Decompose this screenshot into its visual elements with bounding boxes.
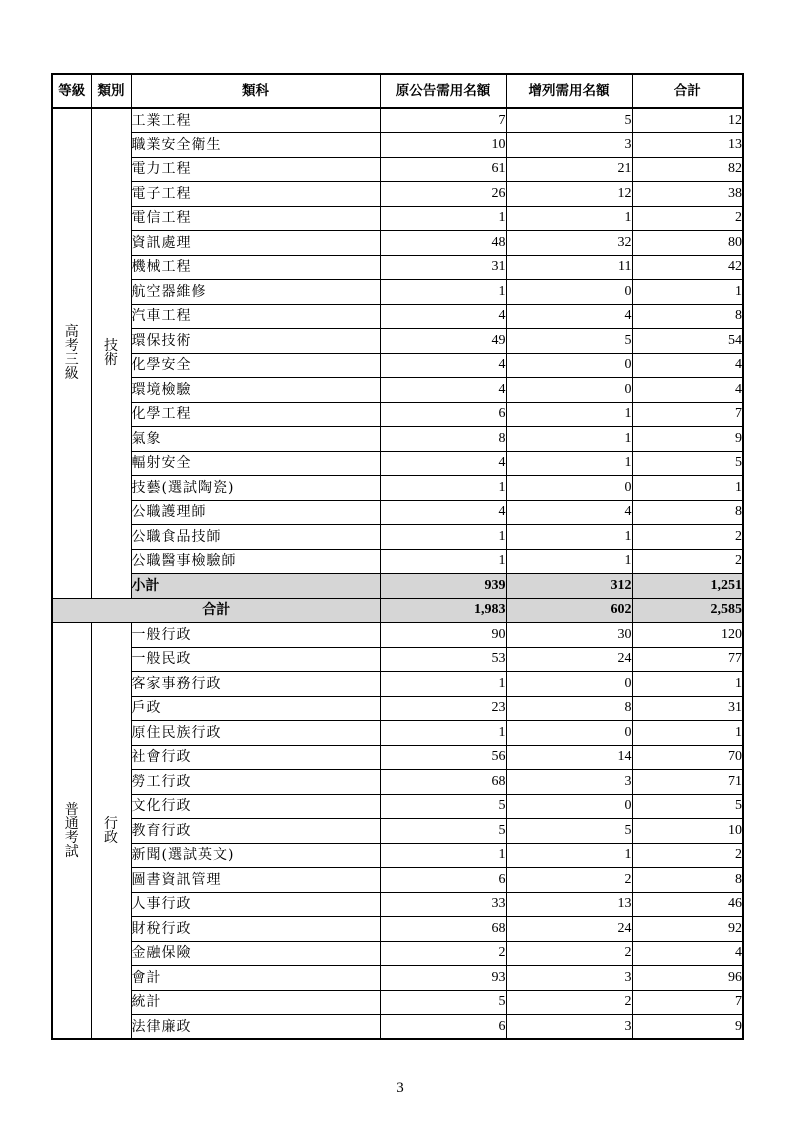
table-row [52, 402, 743, 427]
subject-cell: 文化行政 [131, 794, 380, 819]
original-quota-cell: 6 [380, 1015, 506, 1040]
total-cell: 96 [632, 966, 743, 991]
original-quota-cell: 26 [380, 182, 506, 207]
original-quota-cell: 1 [380, 476, 506, 501]
table-row [52, 892, 743, 917]
total-cell: 31 [632, 696, 743, 721]
quota-table [51, 73, 744, 1040]
original-quota-cell: 53 [380, 647, 506, 672]
original-quota-cell: 1 [380, 843, 506, 868]
added-quota-cell: 0 [506, 378, 632, 403]
table-row [52, 721, 743, 746]
original-quota-cell: 90 [380, 623, 506, 648]
added-quota-cell: 1 [506, 843, 632, 868]
level-cell [52, 623, 91, 1040]
original-quota-cell: 49 [380, 329, 506, 354]
table-row [52, 672, 743, 697]
subject-cell: 會計 [131, 966, 380, 991]
total-cell: 2 [632, 843, 743, 868]
original-quota-cell: 6 [380, 868, 506, 893]
subject-cell: 資訊處理 [131, 231, 380, 256]
header-subject: 類科 [131, 74, 380, 108]
original-quota-cell: 1 [380, 206, 506, 231]
added-quota-cell: 1 [506, 206, 632, 231]
original-quota-cell: 1 [380, 549, 506, 574]
added-quota-cell: 14 [506, 745, 632, 770]
total-cell: 13 [632, 133, 743, 158]
added-quota-cell: 1 [506, 525, 632, 550]
added-quota-cell: 11 [506, 255, 632, 280]
added-quota-cell: 1 [506, 402, 632, 427]
total-cell: 2 [632, 549, 743, 574]
added-quota-cell: 0 [506, 353, 632, 378]
original-quota-cell: 4 [380, 304, 506, 329]
grand-total-original: 1,983 [380, 598, 506, 623]
subject-cell: 化學工程 [131, 402, 380, 427]
total-cell: 92 [632, 917, 743, 942]
added-quota-cell: 0 [506, 794, 632, 819]
table-row [52, 819, 743, 844]
table-body [52, 108, 743, 1039]
added-quota-cell: 3 [506, 770, 632, 795]
subject-cell: 戶政 [131, 696, 380, 721]
subtotal-label: 小計 [131, 574, 380, 599]
subject-cell: 人事行政 [131, 892, 380, 917]
subject-cell: 工業工程 [131, 108, 380, 133]
original-quota-cell: 93 [380, 966, 506, 991]
table-row [52, 353, 743, 378]
level-cell-text: 高考三級 [64, 324, 79, 383]
total-cell: 8 [632, 500, 743, 525]
original-quota-cell: 68 [380, 770, 506, 795]
original-quota-cell: 48 [380, 231, 506, 256]
original-quota-cell: 56 [380, 745, 506, 770]
subject-cell: 氣象 [131, 427, 380, 452]
total-cell: 12 [632, 108, 743, 133]
added-quota-cell: 3 [506, 966, 632, 991]
added-quota-cell: 0 [506, 476, 632, 501]
added-quota-cell: 21 [506, 157, 632, 182]
category-cell-text: 技術 [104, 338, 118, 369]
subject-cell: 輻射安全 [131, 451, 380, 476]
added-quota-cell: 1 [506, 451, 632, 476]
total-cell: 54 [632, 329, 743, 354]
table-row [52, 917, 743, 942]
subject-cell: 電信工程 [131, 206, 380, 231]
original-quota-cell: 10 [380, 133, 506, 158]
original-quota-cell: 7 [380, 108, 506, 133]
subject-cell: 公職護理師 [131, 500, 380, 525]
category-cell [91, 108, 131, 598]
subject-cell: 公職醫事檢驗師 [131, 549, 380, 574]
subtotal-row [52, 574, 743, 599]
subject-cell: 社會行政 [131, 745, 380, 770]
subject-cell: 環保技術 [131, 329, 380, 354]
original-quota-cell: 5 [380, 794, 506, 819]
subject-cell: 一般民政 [131, 647, 380, 672]
header-level: 等級 [52, 74, 91, 108]
added-quota-cell: 32 [506, 231, 632, 256]
original-quota-cell: 4 [380, 451, 506, 476]
added-quota-cell: 0 [506, 280, 632, 305]
total-cell: 1 [632, 280, 743, 305]
subtotal-added: 312 [506, 574, 632, 599]
table-row [52, 525, 743, 550]
category-cell-text: 行政 [104, 815, 118, 846]
table-row [52, 182, 743, 207]
added-quota-cell: 5 [506, 108, 632, 133]
total-cell: 10 [632, 819, 743, 844]
original-quota-cell: 33 [380, 892, 506, 917]
subject-cell: 電子工程 [131, 182, 380, 207]
total-cell: 42 [632, 255, 743, 280]
table-row [52, 549, 743, 574]
total-cell: 8 [632, 868, 743, 893]
table-row [52, 990, 743, 1015]
original-quota-cell: 23 [380, 696, 506, 721]
subtotal-total: 1,251 [632, 574, 743, 599]
subtotal-original: 939 [380, 574, 506, 599]
original-quota-cell: 8 [380, 427, 506, 452]
original-quota-cell: 68 [380, 917, 506, 942]
table-row [52, 843, 743, 868]
header-row [52, 74, 743, 108]
level-cell-text: 普通考試 [64, 801, 79, 860]
page-number: 3 [396, 1080, 404, 1096]
header-added-quota: 增列需用名額 [506, 74, 632, 108]
total-cell: 82 [632, 157, 743, 182]
table-row [52, 941, 743, 966]
original-quota-cell: 2 [380, 941, 506, 966]
added-quota-cell: 24 [506, 917, 632, 942]
table-row [52, 108, 743, 133]
added-quota-cell: 4 [506, 500, 632, 525]
table-row [52, 133, 743, 158]
added-quota-cell: 3 [506, 1015, 632, 1040]
added-quota-cell: 8 [506, 696, 632, 721]
subject-cell: 原住民族行政 [131, 721, 380, 746]
added-quota-cell: 4 [506, 304, 632, 329]
total-cell: 77 [632, 647, 743, 672]
total-cell: 5 [632, 794, 743, 819]
total-cell: 2 [632, 525, 743, 550]
subject-cell: 職業安全衛生 [131, 133, 380, 158]
table-row [52, 157, 743, 182]
table-row [52, 696, 743, 721]
table-row [52, 868, 743, 893]
table-row [52, 770, 743, 795]
original-quota-cell: 1 [380, 525, 506, 550]
added-quota-cell: 1 [506, 549, 632, 574]
original-quota-cell: 1 [380, 672, 506, 697]
total-cell: 120 [632, 623, 743, 648]
original-quota-cell: 6 [380, 402, 506, 427]
header-original-quota: 原公告需用名額 [380, 74, 506, 108]
table-row [52, 647, 743, 672]
added-quota-cell: 12 [506, 182, 632, 207]
total-cell: 71 [632, 770, 743, 795]
original-quota-cell: 4 [380, 500, 506, 525]
table-row [52, 966, 743, 991]
total-cell: 1 [632, 476, 743, 501]
grand-total-row [52, 598, 743, 623]
added-quota-cell: 3 [506, 133, 632, 158]
table-row [52, 1015, 743, 1040]
category-cell [91, 623, 131, 1040]
subject-cell: 新聞(選試英文) [131, 843, 380, 868]
total-cell: 80 [632, 231, 743, 256]
total-cell: 1 [632, 721, 743, 746]
original-quota-cell: 1 [380, 280, 506, 305]
total-cell: 46 [632, 892, 743, 917]
subject-cell: 公職食品技師 [131, 525, 380, 550]
original-quota-cell: 5 [380, 819, 506, 844]
subject-cell: 勞工行政 [131, 770, 380, 795]
original-quota-cell: 5 [380, 990, 506, 1015]
table-row [52, 378, 743, 403]
added-quota-cell: 5 [506, 819, 632, 844]
table-row [52, 280, 743, 305]
total-cell: 38 [632, 182, 743, 207]
table-row [52, 500, 743, 525]
added-quota-cell: 2 [506, 941, 632, 966]
table-row [52, 206, 743, 231]
total-cell: 9 [632, 1015, 743, 1040]
added-quota-cell: 13 [506, 892, 632, 917]
subject-cell: 圖書資訊管理 [131, 868, 380, 893]
added-quota-cell: 2 [506, 868, 632, 893]
total-cell: 7 [632, 990, 743, 1015]
grand-total-label: 合計 [52, 598, 380, 623]
subject-cell: 客家事務行政 [131, 672, 380, 697]
added-quota-cell: 30 [506, 623, 632, 648]
subject-cell: 電力工程 [131, 157, 380, 182]
table-row [52, 231, 743, 256]
added-quota-cell: 24 [506, 647, 632, 672]
original-quota-cell: 4 [380, 353, 506, 378]
added-quota-cell: 0 [506, 672, 632, 697]
table-row [52, 427, 743, 452]
added-quota-cell: 0 [506, 721, 632, 746]
total-cell: 9 [632, 427, 743, 452]
subject-cell: 機械工程 [131, 255, 380, 280]
subject-cell: 技藝(選試陶瓷) [131, 476, 380, 501]
added-quota-cell: 1 [506, 427, 632, 452]
total-cell: 1 [632, 672, 743, 697]
original-quota-cell: 1 [380, 721, 506, 746]
level-cell [52, 108, 91, 598]
total-cell: 5 [632, 451, 743, 476]
subject-cell: 汽車工程 [131, 304, 380, 329]
total-cell: 7 [632, 402, 743, 427]
total-cell: 70 [632, 745, 743, 770]
original-quota-cell: 31 [380, 255, 506, 280]
header-category: 類別 [91, 74, 131, 108]
original-quota-cell: 4 [380, 378, 506, 403]
table-row [52, 304, 743, 329]
table-row [52, 623, 743, 648]
total-cell: 4 [632, 941, 743, 966]
subject-cell: 教育行政 [131, 819, 380, 844]
subject-cell: 金融保險 [131, 941, 380, 966]
subject-cell: 一般行政 [131, 623, 380, 648]
subject-cell: 法律廉政 [131, 1015, 380, 1040]
added-quota-cell: 5 [506, 329, 632, 354]
original-quota-cell: 61 [380, 157, 506, 182]
header-total: 合計 [632, 74, 743, 108]
table-row [52, 745, 743, 770]
total-cell: 4 [632, 353, 743, 378]
added-quota-cell: 2 [506, 990, 632, 1015]
total-cell: 2 [632, 206, 743, 231]
table-row [52, 794, 743, 819]
table-row [52, 476, 743, 501]
subject-cell: 財稅行政 [131, 917, 380, 942]
total-cell: 4 [632, 378, 743, 403]
subject-cell: 統計 [131, 990, 380, 1015]
grand-total-added: 602 [506, 598, 632, 623]
table-row [52, 451, 743, 476]
grand-total-total: 2,585 [632, 598, 743, 623]
subject-cell: 航空器維修 [131, 280, 380, 305]
total-cell: 8 [632, 304, 743, 329]
subject-cell: 環境檢驗 [131, 378, 380, 403]
table-row [52, 329, 743, 354]
subject-cell: 化學安全 [131, 353, 380, 378]
table-row [52, 255, 743, 280]
